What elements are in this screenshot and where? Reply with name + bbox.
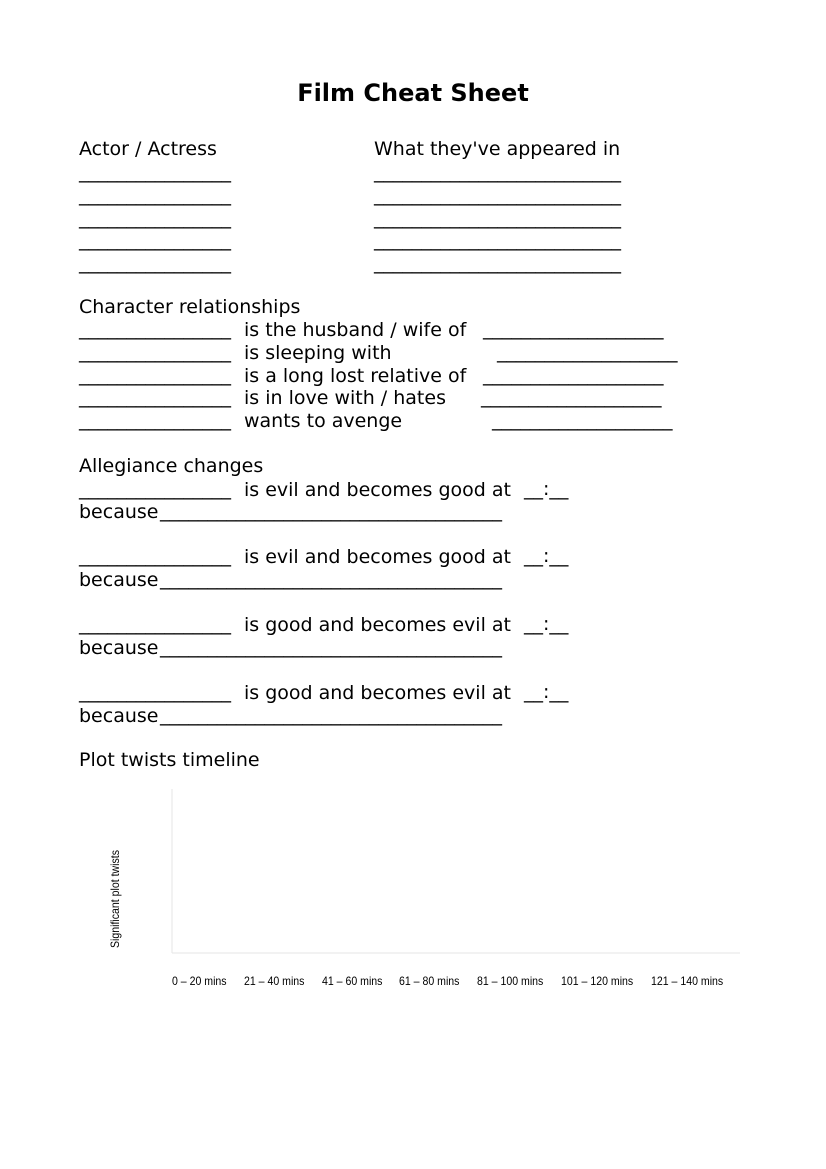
actor-blank[interactable]: ________________	[79, 207, 231, 229]
y-axis-label: Significant plot twists	[108, 849, 122, 948]
x-tick-label: 121 – 140 mins	[651, 974, 724, 988]
allegiance-label: is evil and becomes good at	[244, 546, 511, 568]
actor-blank[interactable]: ________________	[79, 184, 231, 206]
actor-blank[interactable]: ________________	[79, 252, 231, 274]
appearance-blank[interactable]: __________________________	[374, 161, 621, 183]
appearance-blank[interactable]: __________________________	[374, 207, 621, 229]
character-blank[interactable]: ________________	[79, 341, 231, 363]
because-blank[interactable]: ____________________________________	[160, 568, 502, 590]
appearance-blank[interactable]: __________________________	[374, 229, 621, 251]
time-blank[interactable]: __:__	[524, 681, 569, 703]
allegiance-label: is evil and becomes good at	[244, 479, 511, 501]
because-blank[interactable]: ____________________________________	[160, 500, 502, 522]
appearances-heading: What they've appeared in	[374, 138, 621, 160]
character-blank[interactable]: ________________	[79, 386, 231, 408]
because-blank[interactable]: ____________________________________	[160, 704, 502, 726]
character-blank[interactable]: ________________	[79, 318, 231, 340]
x-tick-label: 0 – 20 mins	[172, 974, 227, 988]
character-blank[interactable]: ________________	[79, 613, 231, 635]
because-label: because	[79, 705, 159, 727]
relationship-label: is the husband / wife of	[244, 319, 467, 341]
x-tick-label: 61 – 80 mins	[399, 974, 460, 988]
because-label: because	[79, 637, 159, 659]
allegiance-label: is good and becomes evil at	[244, 614, 511, 636]
character-blank[interactable]: ________________	[79, 364, 231, 386]
time-blank[interactable]: __:__	[524, 545, 569, 567]
character-blank[interactable]: ___________________	[497, 341, 678, 363]
allegiance-heading: Allegiance changes	[79, 455, 264, 477]
x-tick-label: 41 – 60 mins	[322, 974, 383, 988]
character-blank[interactable]: ________________	[79, 681, 231, 703]
because-blank[interactable]: ____________________________________	[160, 636, 502, 658]
actor-blank[interactable]: ________________	[79, 229, 231, 251]
time-blank[interactable]: __:__	[524, 613, 569, 635]
character-blank[interactable]: ___________________	[483, 318, 664, 340]
appearance-blank[interactable]: __________________________	[374, 184, 621, 206]
relationship-label: is in love with / hates	[244, 387, 446, 409]
actor-blank[interactable]: ________________	[79, 161, 231, 183]
relationships-heading: Character relationships	[79, 296, 301, 318]
time-blank[interactable]: __:__	[524, 478, 569, 500]
relationship-label: wants to avenge	[244, 410, 403, 432]
relationship-label: is a long lost relative of	[244, 365, 467, 387]
allegiance-label: is good and becomes evil at	[244, 682, 511, 704]
character-blank[interactable]: ________________	[79, 545, 231, 567]
relationship-label: is sleeping with	[244, 342, 392, 364]
character-blank[interactable]: ________________	[79, 478, 231, 500]
because-label: because	[79, 569, 159, 591]
because-label: because	[79, 501, 159, 523]
character-blank[interactable]: ___________________	[483, 364, 664, 386]
appearance-blank[interactable]: __________________________	[374, 252, 621, 274]
character-blank[interactable]: ___________________	[481, 386, 662, 408]
x-tick-label: 101 – 120 mins	[561, 974, 634, 988]
x-tick-label: 21 – 40 mins	[244, 974, 305, 988]
character-blank[interactable]: ___________________	[492, 409, 673, 431]
page-title: Film Cheat Sheet	[297, 79, 529, 107]
x-tick-label: 81 – 100 mins	[477, 974, 544, 988]
character-blank[interactable]: ________________	[79, 409, 231, 431]
plot-heading: Plot twists timeline	[79, 749, 260, 771]
actor-heading: Actor / Actress	[79, 138, 217, 160]
